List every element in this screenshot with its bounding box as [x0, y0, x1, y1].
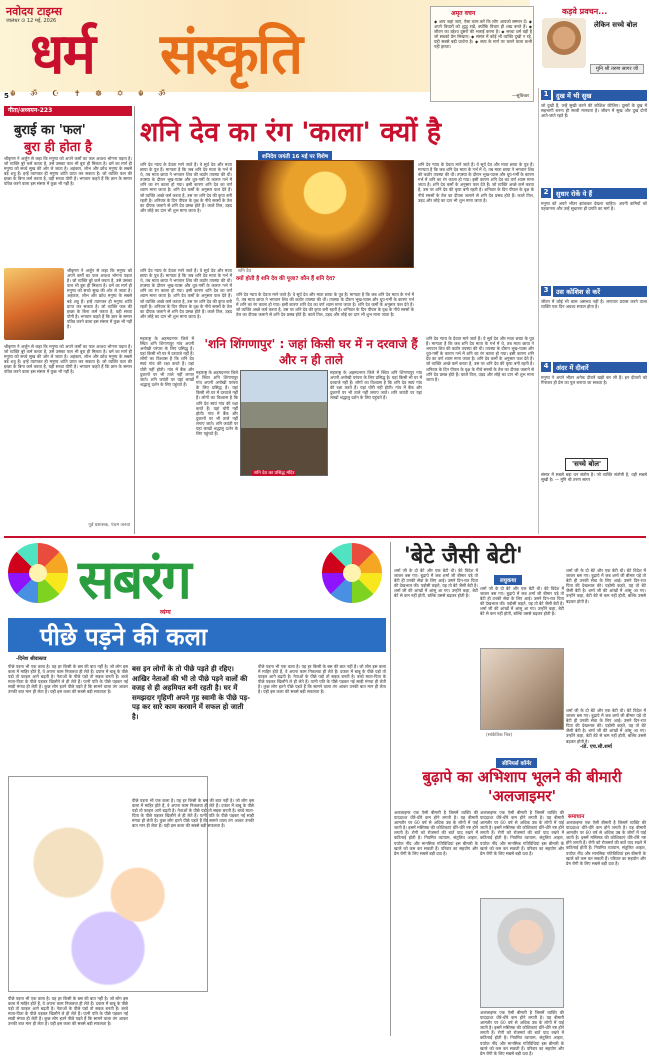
sidebar-item-title: उस कोशिश से करें: [553, 286, 647, 297]
gita-tag: गीता/अध्ययन-223: [4, 106, 132, 116]
sabrang-byline: -दिनेश श्रीवास्तव: [16, 656, 47, 662]
alzheimer-body-col2b: अलजाइमर एक ऐसी बीमारी है जिसमें व्यक्ति की याददाश्त धीरे-धीरे कम होने लगती है। यह बीमारी आमतौर पर 60 वर्ष से अधिक उम्र के लोगों में पाई जाती है। इसमें मस्तिष्क की कोशिकाएं धीरे-धीरे नष्ट होने लगती हैं। रोगी को रोजमर्रा की बातें याद रखने में कठिनाई होती है। नियमित व्यायाम, संतुलित आहार, पर्याप्त नींद और मानसिक गतिविधियां इस बीमारी के खतरे को कम कर सकती हैं। परिवार का सहयोग और प्रेम रोगी के लिए सबसे बड़ी दवा है।: [480, 1010, 564, 1056]
shani-headline: शनि देव का रंग 'काला' क्यों है: [140, 117, 442, 148]
shingnapur-photo-caption: शनि देव का प्रसिद्ध मंदिर: [254, 471, 295, 476]
gita-body-bottom: श्रीकृष्ण ने अर्जुन से कहा कि मनुष्य को अपने कर्मों का फल अवश्य भोगना पड़ता है। जो व्यक्ति बुरे कर्म करता है, उसे उसका फल भी बुरा ही मिलता है। धर्म का मार्ग ही मनुष्य को सच्चे सुख की ओर ले जाता है। अहंकार, लोभ और क्रोध मनुष्य के सबसे बड़े शत्रु हैं। इन्हें त्यागकर ही मनुष्य शांति प्राप्त कर सकता है। जो व्यक्ति फल की इच्छा के बिना कर्म करता है, वही सच्चा योगी है। भगवान कहते हैं कि ज्ञान के समान पवित्र करने वाला इस संसार में कुछ भी नहीं है।: [4, 344, 132, 375]
sidebar-item-number: 1: [541, 90, 551, 100]
beti-body-col3: शर्मा जी के दो बेटे और एक बेटी थी। बेटे विदेश में जाकर बस गए। बुढ़ापे में जब शर्मा जी बीमार पड़े तो बेटी ही उनकी सेवा के लिए आई। उसने दिन-रात पिता की देखभाल की। पड़ोसी कहते, यह तो बेटे जैसी बेटी है। शर्मा जी की आंखों में आंसू आ गए। उन्होंने कहा, बेटी बेटे से कम नहीं होती, बल्कि उससे बढ़कर होती है।: [566, 568, 646, 604]
sidebar-item-3: [541, 286, 647, 360]
shani-body-far-right: शनि देव न्याय के देवता माने जाते हैं। वे सूर्य देव और माता छाया के पुत्र हैं। मान्यता है कि जब शनि देव माता के गर्भ में थे, तब माता छाया ने भगवान शिव की कठोर तपस्या की थी। तपस्या के दौरान भूख-प्यास और धूप-गर्मी के कारण गर्भ में शनि का रंग काला हो गया। इसी कारण शनि देव का वर्ण श्याम माना जाता है। शनि देव कर्मों के अनुसार फल देते हैं। जो व्यक्ति अच्छे कर्म करता है, उस पर शनि देव की कृपा बनी रहती है। शनिवार के दिन पीपल के वृक्ष के नीचे सरसों के तेल का दीपक जलाने से शनि देव प्रसन्न होते हैं। काले तिल, उड़द और लोहे का दान भी शुभ माना जाता है।: [426, 336, 534, 382]
column-divider: [134, 106, 135, 534]
sabrang-body-col1b: पीछे पड़ना भी एक कला है। यह हर किसी के बस की बात नहीं है। जो लोग इस कला में माहिर होते हैं, वे अपना काम निकलवा ही लेते हैं। दफ्तर में बाबू के पीछे पड़ो तो फाइल आगे बढ़ती है। नेताओं के पीछे पड़ो तो सड़क बनती है। बच्चे माता-पिता के पीछे पड़कर खिलौने ले ही लेते हैं। पत्नी पति के पीछे पड़कर नई साड़ी मंगवा ही लेती है। कुछ लोग इतने पीछे पड़ते हैं कि सामने वाला तंग आकर उनकी बात मान ही लेता है। यही इस कला की सबसे बड़ी सफलता है।: [8, 996, 128, 1027]
section-divider: [4, 536, 646, 538]
sidebar-item-title: सुधार रोकें ये हैं: [553, 188, 647, 199]
alzheimer-solution-label: समाधान: [568, 814, 585, 820]
shingnapur-body-left: महाराष्ट्र के अहमदनगर जिले में स्थित शनि शिंगणापुर गांव अपनी अनोखी परंपरा के लिए प्रसिद्ध है। यहां किसी भी घर में दरवाजे नहीं हैं। लोगों का विश्वास है कि शनि देव स्वयं गांव की रक्षा करते हैं। यहां चोरी नहीं होती। गांव में बैंक और दुकानों पर भी ताले नहीं लगाए जाते। शनि जयंती पर यहां लाखों श्रद्धालु दर्शन के लिए पहुंचते हैं।: [140, 336, 194, 387]
kadve-title: कड़वे प्रवचन...: [562, 7, 608, 16]
shani-body-left: शनि देव न्याय के देवता माने जाते हैं। वे सूर्य देव और माता छाया के पुत्र हैं। मान्यता है कि जब शनि देव माता के गर्भ में थे, तब माता छाया ने भगवान शिव की कठोर तपस्या की थी। तपस्या के दौरान भूख-प्यास और धूप-गर्मी के कारण गर्भ में शनि का रंग काला हो गया। इसी कारण शनि देव का वर्ण श्याम माना जाता है। शनि देव कर्मों के अनुसार फल देते हैं। जो व्यक्ति अच्छे कर्म करता है, उस पर शनि देव की कृपा बनी रहती है। शनिवार के दिन पीपल के वृक्ष के नीचे सरसों के तेल का दीपक जलाने से शनि देव प्रसन्न होते हैं। काले तिल, उड़द और लोहे का दान भी शुभ माना जाता है।: [140, 162, 232, 213]
sabrang-body-col2b: पीछे पड़ना भी एक कला है। यह हर किसी के बस की बात नहीं है। जो लोग इस कला में माहिर होते हैं, वे अपना काम निकलवा ही लेते हैं। दफ्तर में बाबू के पीछे पड़ो तो फाइल आगे बढ़ती है। नेताओं के पीछे पड़ो तो सड़क बनती है। बच्चे माता-पिता के पीछे पड़कर खिलौने ले ही लेते हैं। पत्नी पति के पीछे पड़कर नई साड़ी मंगवा ही लेती है। कुछ लोग इतने पीछे पड़ते हैं कि सामने वाला तंग आकर उनकी बात मान ही लेता है। यही इस कला की सबसे बड़ी सफलता है।: [132, 798, 254, 829]
beti-byline: -प्रो. एच.सी.शर्मा: [580, 744, 612, 750]
religious-symbols-strip: ☬ ॐ ☪ ✝ ☸ ✡ ☬ ॐ: [10, 89, 172, 98]
flower-icon: [322, 543, 382, 603]
alzheimer-body-col2: अलजाइमर एक ऐसी बीमारी है जिसमें व्यक्ति की याददाश्त धीरे-धीरे कम होने लगती है। यह बीमारी आमतौर पर 60 वर्ष से अधिक उम्र के लोगों में पाई जाती है। इसमें मस्तिष्क की कोशिकाएं धीरे-धीरे नष्ट होने लगती हैं। रोगी को रोजमर्रा की बातें याद रखने में कठिनाई होती है। नियमित व्यायाम, संतुलित आहार, पर्याप्त नींद और मानसिक गतिविधियां इस बीमारी के खतरे को कम कर सकती हैं। परिवार का सहयोग और प्रेम रोगी के लिए सबसे बड़ी दवा है।: [480, 810, 564, 856]
senior-woman-image: [480, 898, 564, 1008]
muni-portrait: [542, 18, 586, 68]
kadve-caption: मुनि श्री तरुण सागर जी: [590, 64, 644, 74]
sidebar-item-text: जीवन में कोई भी काम असंभव नहीं है। लगातार प्रयास करने वाला व्यक्ति एक दिन अवश्य सफल होता है।: [541, 299, 647, 310]
gita-headline-2: बुरा ही होता है: [24, 140, 92, 155]
vyangya-tag: व्यंग्य: [160, 609, 171, 616]
sidebar-item-2: [541, 188, 647, 284]
sidebar-item-title: दुख में भी सुख: [553, 90, 647, 101]
shingnapur-headline: 'शनि शिंगणापुर' : जहां किसी घर में न दरवाजे हैं और न ही ताले: [204, 337, 418, 367]
quote-box-text: ◆ आप जहां जाएं, ऐसा काम करें कि लोग आपको सम्मान दें। ◆ अपने विचारों को शुद्ध रखें, क्योंकि विचार ही शब्द बनते हैं। ◆ जीवन का उद्देश्य दूसरों की भलाई करना है। ◆ सच्चा धर्म वही है जो सबको प्रेम सिखाए। ◆ संसार में कोई भी व्यक्ति दुखी न रहे, यही सबसे बड़ी प्रार्थना है। ◆ सत्य के मार्ग पर चलने वाला कभी नहीं हारता।: [434, 19, 532, 50]
beti-body-col3b: शर्मा जी के दो बेटे और एक बेटी थी। बेटे विदेश में जाकर बस गए। बुढ़ापे में जब शर्मा जी बीमार पड़े तो बेटी ही उनकी सेवा के लिए आई। उसने दिन-रात पिता की देखभाल की। पड़ोसी कहते, यह तो बेटे जैसी बेटी है। शर्मा जी की आंखों में आंसू आ गए। उन्होंने कहा, बेटी बेटे से कम नहीं होती, बल्कि उससे बढ़कर होती है।: [566, 708, 646, 744]
beti-body-col1: शर्मा जी के दो बेटे और एक बेटी थी। बेटे विदेश में जाकर बस गए। बुढ़ापे में जब शर्मा जी बीमार पड़े तो बेटी ही उनकी सेवा के लिए आई। उसने दिन-रात पिता की देखभाल की। पड़ोसी कहते, यह तो बेटे जैसी बेटी है। शर्मा जी की आंखों में आंसू आ गए। उन्होंने कहा, बेटी बेटे से कम नहीं होती, बल्कि उससे बढ़कर होती है।: [394, 568, 478, 599]
sidebar-item-4: [541, 362, 647, 454]
gita-body-top: श्रीकृष्ण ने अर्जुन से कहा कि मनुष्य को अपने कर्मों का फल अवश्य भोगना पड़ता है। जो व्यक्ति बुरे कर्म करता है, उसे उसका फल भी बुरा ही मिलता है। धर्म का मार्ग ही मनुष्य को सच्चे सुख की ओर ले जाता है। अहंकार, लोभ और क्रोध मनुष्य के सबसे बड़े शत्रु हैं। इन्हें त्यागकर ही मनुष्य शांति प्राप्त कर सकता है। जो व्यक्ति फल की इच्छा के बिना कर्म करता है, वही सच्चा योगी है। भगवान कहते हैं कि ज्ञान के समान पवित्र करने वाला इस संसार में कुछ भी नहीं है।: [4, 156, 132, 187]
shani-dev-image: [236, 160, 414, 268]
quote-box: [430, 6, 534, 102]
shani-body-mid: शनि देव न्याय के देवता माने जाते हैं। वे सूर्य देव और माता छाया के पुत्र हैं। मान्यता है कि जब शनि देव माता के गर्भ में थे, तब माता छाया ने भगवान शिव की कठोर तपस्या की थी। तपस्या के दौरान भूख-प्यास और धूप-गर्मी के कारण गर्भ में शनि का रंग काला हो गया। इसी कारण शनि देव का वर्ण श्याम माना जाता है। शनि देव कर्मों के अनुसार फल देते हैं। जो व्यक्ति अच्छे कर्म करता है, उस पर शनि देव की कृपा बनी रहती है। शनिवार के दिन पीपल के वृक्ष के नीचे सरसों के तेल का दीपक जलाने से शनि देव प्रसन्न होते हैं। काले तिल, उड़द और लोहे का दान भी शुभ माना जाता है।: [140, 268, 232, 319]
quote-box-heading: अमृत वचन: [451, 10, 476, 17]
shani-special-tag: शनिदेव जयंती 16 मई पर विशेष: [258, 151, 332, 161]
sabrang-body-col3: पीछे पड़ना भी एक कला है। यह हर किसी के बस की बात नहीं है। जो लोग इस कला में माहिर होते हैं, वे अपना काम निकलवा ही लेते हैं। दफ्तर में बाबू के पीछे पड़ो तो फाइल आगे बढ़ती है। नेताओं के पीछे पड़ो तो सड़क बनती है। बच्चे माता-पिता के पीछे पड़कर खिलौने ले ही लेते हैं। पत्नी पति के पीछे पड़कर नई साड़ी मंगवा ही लेती है। कुछ लोग इतने पीछे पड़ते हैं कि सामने वाला तंग आकर उनकी बात मान ही लेता है। यही इस कला की सबसे बड़ी सफलता है।: [258, 664, 386, 695]
sidebar-item-text: मनुष्य ने अपने भीतर अनेक दीवारें खड़ी कर ली हैं। इन दीवारों को गिराकर ही प्रेम का पुल बनाया जा सकता है।: [541, 375, 647, 386]
shani-photo-caption: शनि देव: [238, 269, 252, 274]
shani-subhead: क्यों होती है शनि देव की पूजा? कौन हैं शनि देव?: [236, 276, 336, 282]
beti-body-col2: शर्मा जी के दो बेटे और एक बेटी थी। बेटे विदेश में जाकर बस गए। बुढ़ापे में जब शर्मा जी बीमार पड़े तो बेटी ही उनकी सेवा के लिए आई। उसने दिन-रात पिता की देखभाल की। पड़ोसी कहते, यह तो बेटे जैसी बेटी है। शर्मा जी की आंखों में आंसू आ गए। उन्होंने कहा, बेटी बेटे से कम नहीं होती, बल्कि उससे बढ़कर होती है।: [480, 586, 564, 617]
shingnapur-body-right: महाराष्ट्र के अहमदनगर जिले में स्थित शनि शिंगणापुर गांव अपनी अनोखी परंपरा के लिए प्रसिद्ध है। यहां किसी भी घर में दरवाजे नहीं हैं। लोगों का विश्वास है कि शनि देव स्वयं गांव की रक्षा करते हैं। यहां चोरी नहीं होती। गांव में बैंक और दुकानों पर भी ताले नहीं लगाए जाते। शनि जयंती पर यहां लाखों श्रद्धालु दर्शन के लिए पहुंचते हैं।: [330, 370, 422, 401]
masthead-title-left: धर्म: [30, 22, 94, 87]
beti-caption: (सांकेतिक चित्र): [486, 733, 513, 738]
shingnapur-body-mid: महाराष्ट्र के अहमदनगर जिले में स्थित शनि शिंगणापुर गांव अपनी अनोखी परंपरा के लिए प्रसिद्ध है। यहां किसी भी घर में दरवाजे नहीं हैं। लोगों का विश्वास है कि शनि देव स्वयं गांव की रक्षा करते हैं। यहां चोरी नहीं होती। गांव में बैंक और दुकानों पर भी ताले नहीं लगाए जाते। शनि जयंती पर यहां लाखों श्रद्धालु दर्शन के लिए पहुंचते हैं।: [196, 370, 238, 437]
sidebar: [538, 88, 646, 534]
shingnapur-temple-image: [240, 370, 328, 476]
sidebar-item-1: [541, 90, 647, 186]
seniors-corner-tag: सीनियर्स कॉर्नर: [496, 758, 537, 768]
sidebar-item-text: मनुष्य को अपने भीतर झांककर देखना चाहिए। अपनी कमियों को पहचानना और उन्हें सुधारना ही प्रगति का मार्ग है।: [541, 201, 647, 212]
column-divider: [390, 542, 391, 1036]
sabrang-headline: पीछे पड़ने की कला: [40, 623, 208, 651]
sabrang-pull-quote: बस इन लोगों के तो पीछे पड़ते ही रहिए। आखिर नेताओं की भी तो पीछे पड़ने वालों की वजह से ही अहमियत बनी रहती है। घर में समझदार गृहिणी अपने गृह स्वामी के पीछे पड़-पड़ कर सारे काम करवाने में सफल हो जाती है।: [132, 664, 250, 721]
masthead-title-right: संस्कृति: [160, 22, 302, 87]
family-image: [480, 648, 564, 730]
alzheimer-body-col1: अलजाइमर एक ऐसी बीमारी है जिसमें व्यक्ति की याददाश्त धीरे-धीरे कम होने लगती है। यह बीमारी आमतौर पर 60 वर्ष से अधिक उम्र के लोगों में पाई जाती है। इसमें मस्तिष्क की कोशिकाएं धीरे-धीरे नष्ट होने लगती हैं। रोगी को रोजमर्रा की बातें याद रखने में कठिनाई होती है। नियमित व्यायाम, संतुलित आहार, पर्याप्त नींद और मानसिक गतिविधियां इस बीमारी के खतरे को कम कर सकती हैं। परिवार का सहयोग और प्रेम रोगी के लिए सबसे बड़ी दवा है।: [394, 810, 478, 856]
page-number: 5: [4, 92, 9, 100]
gita-body-side: श्रीकृष्ण ने अर्जुन से कहा कि मनुष्य को अपने कर्मों का फल अवश्य भोगना पड़ता है। जो व्यक्ति बुरे कर्म करता है, उसे उसका फल भी बुरा ही मिलता है। धर्म का मार्ग ही मनुष्य को सच्चे सुख की ओर ले जाता है। अहंकार, लोभ और क्रोध मनुष्य के सबसे बड़े शत्रु हैं। इन्हें त्यागकर ही मनुष्य शांति प्राप्त कर सकता है। जो व्यक्ति फल की इच्छा के बिना कर्म करता है, वही सच्चा योगी है। भगवान कहते हैं कि ज्ञान के समान पवित्र करने वाला इस संसार में कुछ भी नहीं है।: [67, 268, 133, 330]
alzheimer-headline: बुढ़ापे का अभिशाप भूलने की बीमारी 'अलजाइमर': [422, 768, 622, 805]
gita-byline: पूर्व प्रशासक, पंचम जनवा: [88, 523, 130, 528]
flower-icon: [8, 543, 68, 603]
sidebar-item-number: 3: [541, 286, 551, 296]
kadve-pravachan-box: [536, 6, 646, 86]
beti-headline: 'बेटे जैसी बेटी': [404, 544, 523, 569]
sabrang-title: सबरंग: [78, 548, 190, 611]
laghukatha-tag: लघुकथा: [494, 575, 522, 585]
gita-headline-1: बुराई का 'फल': [14, 123, 86, 138]
shani-body-mid2: शनि देव न्याय के देवता माने जाते हैं। वे सूर्य देव और माता छाया के पुत्र हैं। मान्यता है कि जब शनि देव माता के गर्भ में थे, तब माता छाया ने भगवान शिव की कठोर तपस्या की थी। तपस्या के दौरान भूख-प्यास और धूप-गर्मी के कारण गर्भ में शनि का रंग काला हो गया। इसी कारण शनि देव का वर्ण श्याम माना जाता है। शनि देव कर्मों के अनुसार फल देते हैं। जो व्यक्ति अच्छे कर्म करता है, उस पर शनि देव की कृपा बनी रहती है। शनिवार के दिन पीपल के वृक्ष के नीचे सरसों के तेल का दीपक जलाने से शनि देव प्रसन्न होते हैं। काले तिल, उड़द और लोहे का दान भी शुभ माना जाता है।: [236, 292, 414, 318]
brand-logo: नवोदय टाइम्स: [6, 5, 62, 18]
alzheimer-body-col3: अलजाइमर एक ऐसी बीमारी है जिसमें व्यक्ति की याददाश्त धीरे-धीरे कम होने लगती है। यह बीमारी आमतौर पर 60 वर्ष से अधिक उम्र के लोगों में पाई जाती है। इसमें मस्तिष्क की कोशिकाएं धीरे-धीरे नष्ट होने लगती हैं। रोगी को रोजमर्रा की बातें याद रखने में कठिनाई होती है। नियमित व्यायाम, संतुलित आहार, पर्याप्त नींद और मानसिक गतिविधियां इस बीमारी के खतरे को कम कर सकती हैं। परिवार का सहयोग और प्रेम रोगी के लिए सबसे बड़ी दवा है।: [566, 820, 646, 866]
kadve-subtitle: लेकिन सच्चे बोल: [594, 21, 638, 29]
dateline: जालंधर ⊙ 12 मई, 2026: [6, 18, 57, 24]
gita-column: [4, 106, 132, 534]
sidebar-item-title: अंदर में दीवारें: [553, 362, 647, 373]
sidebar-bottom-title: 'सच्चे बोल': [565, 458, 608, 471]
shani-body-right: शनि देव न्याय के देवता माने जाते हैं। वे सूर्य देव और माता छाया के पुत्र हैं। मान्यता है कि जब शनि देव माता के गर्भ में थे, तब माता छाया ने भगवान शिव की कठोर तपस्या की थी। तपस्या के दौरान भूख-प्यास और धूप-गर्मी के कारण गर्भ में शनि का रंग काला हो गया। इसी कारण शनि देव का वर्ण श्याम माना जाता है। शनि देव कर्मों के अनुसार फल देते हैं। जो व्यक्ति अच्छे कर्म करता है, उस पर शनि देव की कृपा बनी रहती है। शनिवार के दिन पीपल के वृक्ष के नीचे सरसों के तेल का दीपक जलाने से शनि देव प्रसन्न होते हैं। काले तिल, उड़द और लोहे का दान भी शुभ माना जाता है।: [418, 162, 534, 203]
krishna-arjuna-image: [4, 268, 64, 340]
sidebar-bottom-text: संसार में सबसे बड़ा धन संतोष है। जो व्यक्ति संतोषी है, वही सबसे सुखी है। — मुनि श्री तरुण सागर: [541, 472, 647, 483]
sidebar-item-number: 4: [541, 362, 551, 372]
sidebar-item-text: जो दुखी हैं, उन्हें सुखी करने की कोशिश कीजिए। दूसरों के दुख में सहभागी बनना ही सच्ची मानवता है। जीवन में सुख और दुख दोनों आते-जाते रहते हैं।: [541, 103, 647, 119]
sabrang-body-col1: पीछे पड़ना भी एक कला है। यह हर किसी के बस की बात नहीं है। जो लोग इस कला में माहिर होते हैं, वे अपना काम निकलवा ही लेते हैं। दफ्तर में बाबू के पीछे पड़ो तो फाइल आगे बढ़ती है। नेताओं के पीछे पड़ो तो सड़क बनती है। बच्चे माता-पिता के पीछे पड़कर खिलौने ले ही लेते हैं। पत्नी पति के पीछे पड़कर नई साड़ी मंगवा ही लेती है। कुछ लोग इतने पीछे पड़ते हैं कि सामने वाला तंग आकर उनकी बात मान ही लेता है। यही इस कला की सबसे बड़ी सफलता है।: [8, 664, 128, 695]
sidebar-item-number: 2: [541, 188, 551, 198]
quote-box-author: —सुविचार: [511, 94, 529, 99]
